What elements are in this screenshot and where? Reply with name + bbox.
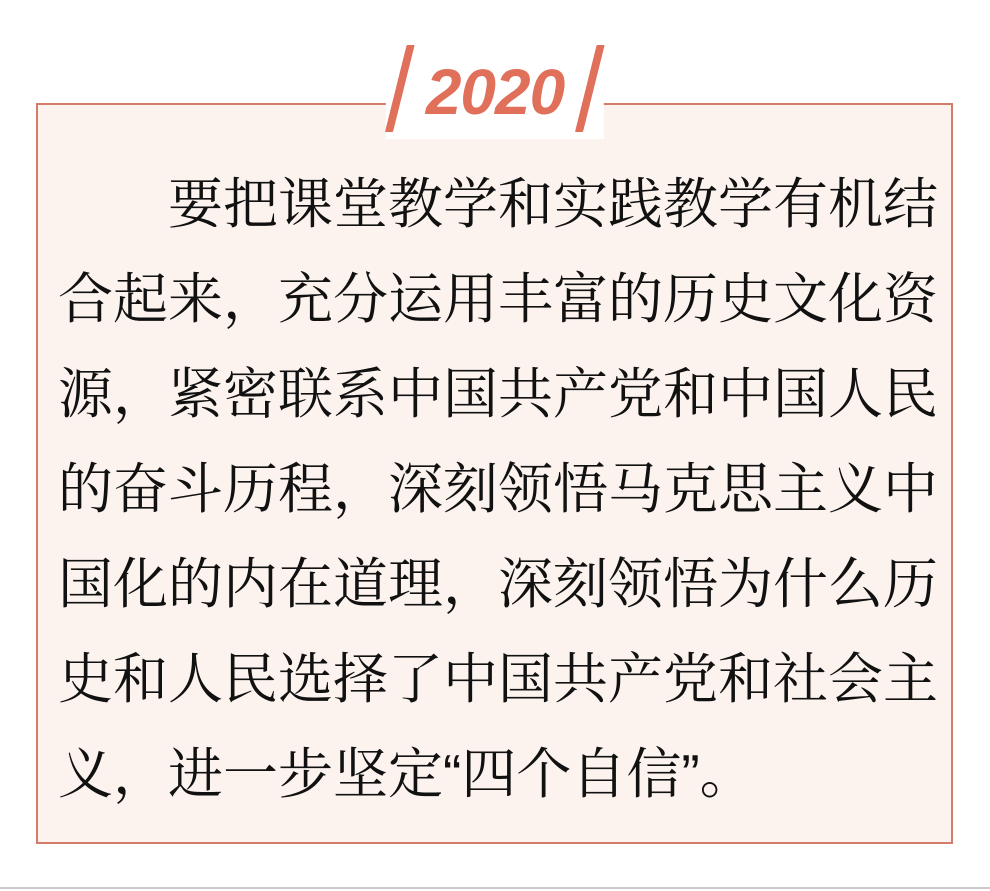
bottom-divider bbox=[0, 887, 990, 889]
quote-line: 的奋斗历程，深刻领悟马克思主义中 bbox=[58, 458, 939, 520]
year-left-slash-bar-icon bbox=[385, 45, 415, 132]
quote-line: 史和人民选择了中国共产党和社会主 bbox=[58, 648, 939, 710]
quote-paragraph bbox=[38, 105, 951, 822]
quote-line: 合起来，充分运用丰富的历史文化资 bbox=[58, 268, 939, 330]
year-right-slash-bar-icon bbox=[575, 45, 605, 132]
quote-line: 源，紧密联系中国共产党和中国人民 bbox=[58, 363, 939, 425]
quote-line: 要把课堂教学和实践教学有机结 bbox=[168, 173, 939, 235]
year-label: 2020 bbox=[425, 55, 565, 128]
quote-line: 义，进一步坚定“四个自信”。 bbox=[58, 743, 755, 805]
year-badge bbox=[386, 40, 604, 139]
quote-line: 国化的内在道理，深刻领悟为什么历 bbox=[58, 553, 939, 615]
quote-box bbox=[36, 103, 953, 844]
